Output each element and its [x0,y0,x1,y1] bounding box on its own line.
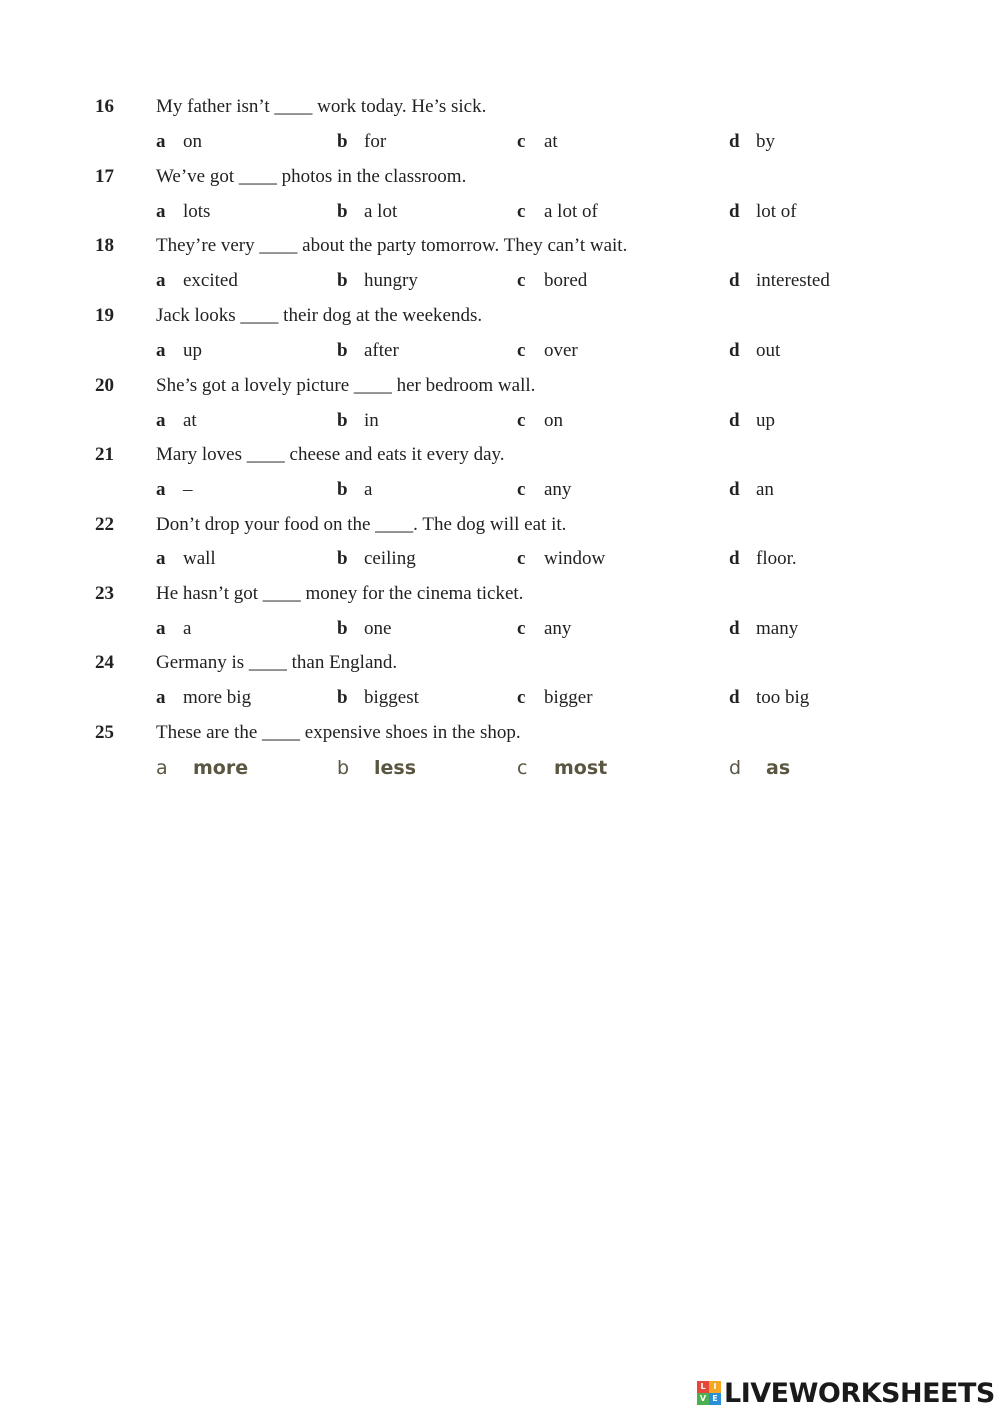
option-a[interactable]: a on [156,131,202,152]
option-d[interactable]: d up [729,410,775,431]
option-b[interactable]: b less [337,757,417,779]
liveworksheets-logo-icon: L I V E [697,1381,721,1405]
options-25 [0,757,1000,787]
option-b[interactable]: b a [337,479,373,500]
question-20 [0,375,1000,405]
question-number: 16 [95,96,114,117]
options-20 [0,410,1000,440]
question-text: These are the ____ expensive shoes in the shop. [156,722,521,743]
options-16 [0,131,1000,161]
question-21 [0,444,1000,474]
question-17 [0,166,1000,196]
question-25 [0,722,1000,752]
question-number: 24 [95,652,114,673]
question-16 [0,96,1000,126]
option-d[interactable]: d by [729,131,775,152]
option-d[interactable]: d lot of [729,201,797,222]
option-a[interactable]: a at [156,410,197,431]
question-24 [0,652,1000,682]
option-d[interactable]: d too big [729,687,810,708]
question-text: Germany is ____ than England. [156,652,398,673]
option-a[interactable]: a more big [156,687,252,708]
options-19 [0,340,1000,370]
option-a[interactable]: a – [156,479,193,500]
option-d[interactable]: d as [729,757,791,779]
option-a[interactable]: a wall [156,548,216,569]
option-d[interactable]: d interested [729,270,830,291]
question-22 [0,514,1000,544]
option-b[interactable]: b one [337,618,392,639]
option-c[interactable]: c bigger [517,687,593,708]
question-text: He hasn’t got ____ money for the cinema ticket. [156,583,524,604]
options-23 [0,618,1000,648]
question-number: 23 [95,583,114,604]
option-b[interactable]: b hungry [337,270,418,291]
option-a[interactable]: a excited [156,270,238,291]
option-b[interactable]: b after [337,340,399,361]
options-24 [0,687,1000,717]
option-a[interactable]: a up [156,340,202,361]
options-21 [0,479,1000,509]
question-18 [0,235,1000,265]
question-text: Jack looks ____ their dog at the weekends. [156,305,483,326]
option-b[interactable]: b for [337,131,387,152]
option-a[interactable]: a a [156,618,192,639]
options-17 [0,201,1000,231]
question-19 [0,305,1000,335]
option-b[interactable]: b ceiling [337,548,416,569]
question-number: 22 [95,514,114,535]
question-text: She’s got a lovely picture ____ her bedroom wall. [156,375,536,396]
option-a[interactable]: a lots [156,201,211,222]
option-d[interactable]: d floor. [729,548,797,569]
option-c[interactable]: c at [517,131,558,152]
question-23 [0,583,1000,613]
option-c[interactable]: c a lot of [517,201,598,222]
option-d[interactable]: d an [729,479,774,500]
option-d[interactable]: d many [729,618,799,639]
option-b[interactable]: b biggest [337,687,419,708]
question-number: 25 [95,722,114,743]
option-d[interactable]: d out [729,340,781,361]
options-22 [0,548,1000,578]
question-text: They’re very ____ about the party tomorrow. They can’t wait. [156,235,628,256]
option-b[interactable]: b in [337,410,379,431]
question-number: 17 [95,166,114,187]
option-a[interactable]: a more [156,757,249,779]
question-text: My father isn’t ____ work today. He’s sick. [156,96,487,117]
option-c[interactable]: c most [517,757,608,779]
liveworksheets-logo [697,1378,995,1408]
question-text: Mary loves ____ cheese and eats it every day. [156,444,505,465]
question-number: 18 [95,235,114,256]
option-c[interactable]: c window [517,548,606,569]
option-c[interactable]: c bored [517,270,588,291]
option-c[interactable]: c any [517,479,572,500]
logo-text: LIVEWORKSHEETS [724,1377,995,1409]
question-number: 21 [95,444,114,465]
option-b[interactable]: b a lot [337,201,398,222]
question-text: We’ve got ____ photos in the classroom. [156,166,467,187]
question-text: Don’t drop your food on the ____. The dog will eat it. [156,514,567,535]
question-number: 19 [95,305,114,326]
question-number: 20 [95,375,114,396]
option-c[interactable]: c over [517,340,578,361]
option-c[interactable]: c on [517,410,563,431]
options-18 [0,270,1000,300]
option-c[interactable]: c any [517,618,572,639]
